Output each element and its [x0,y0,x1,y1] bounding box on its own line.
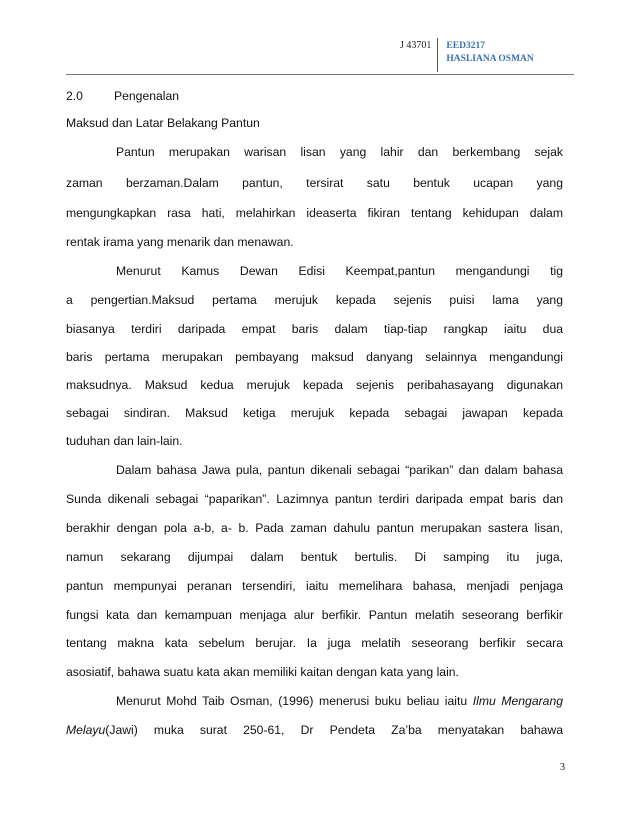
text-line: Menurut Kamus Dewan Edisi Keempat,pantun mengandungi tig [116,264,563,278]
text-line: maksudnya. Maksud kedua merujuk kepada sejenis peribahasayang digunakan [66,378,563,392]
text-line: asosiatif, bahawa suatu kata akan memiliki kaitan dengan kata yang lain. [66,665,459,679]
text-line [116,694,563,708]
text-line: zaman berzaman.Dalam pantun, tersirat satu bentuk ucapan yang [66,176,563,190]
header-course: EED3217 [446,41,485,51]
section-number: 2.0 [66,89,83,103]
text-line: namun sekarang dijumpai dalam bentuk bertulis. Di samping itu juga, [66,550,563,564]
text-line: pantun mempunyai peranan tersendiri, iaitu memelihara bahasa, menjadi penjaga [66,579,563,593]
text-line [66,723,563,737]
text-line: baris pertama merupakan pembayang maksud danyang selainnya mengandungi [66,350,563,364]
header-author: HASLIANA OSMAN [446,54,534,64]
section-heading [66,89,180,103]
page-header [400,38,534,72]
text-line: a pengertian.Maksud pertama merujuk kepada sejenis puisi lama yang [66,293,563,307]
text-line: tentang makna kata sebelum berujar. Ia juga melatih seseorang berfikir secara [66,636,563,650]
text-run: (Jawi) muka surat 250-61, Dr Pendeta Za’ba menyatakan bahawa [105,723,563,737]
text-line: Dalam bahasa Jawa pula, pantun dikenali sebagai “parikan” dan dalam bahasa [116,463,563,477]
text-line: sebagai sindiran. Maksud ketiga merujuk kepada sebagai jawapan kepada [66,406,563,420]
subheading: Maksud dan Latar Belakang Pantun [66,116,260,130]
header-rule [66,74,574,75]
text-line: rentak irama yang menarik dan menawan. [66,235,294,249]
header-code: J 43701 [400,38,438,72]
section-title: Pengenalan [114,89,180,103]
text-line: biasanya terdiri daripada empat baris dalam tiap-tiap rangkap iaitu dua [66,322,563,336]
text-line: fungsi kata dan kemampuan menjaga alur berfikir. Pantun melatih seseorang berfikir [66,608,563,622]
text-line: berakhir dengan pola a-b, a- b. Pada zaman dahulu pantun merupakan sastera lisan, [66,521,563,535]
text-line: Sunda dikenali sebagai “paparikan”. Lazimnya pantun terdiri daripada empat baris dan [66,492,563,506]
text-line: Pantun merupakan warisan lisan yang lahir dan berkembang sejak [116,145,563,159]
page-number: 3 [560,762,565,773]
text-run: Menurut Mohd Taib Osman, (1996) menerusi buku beliau iaitu [116,694,468,708]
book-title: Ilmu Mengarang [472,694,563,708]
text-line: tuduhan dan lain-lain. [66,434,183,448]
book-title: Melayu [66,723,106,737]
text-line: mengungkapkan rasa hati, melahirkan ideaserta fikiran tentang kehidupan dalam [66,206,563,220]
header-course-author [438,38,533,72]
